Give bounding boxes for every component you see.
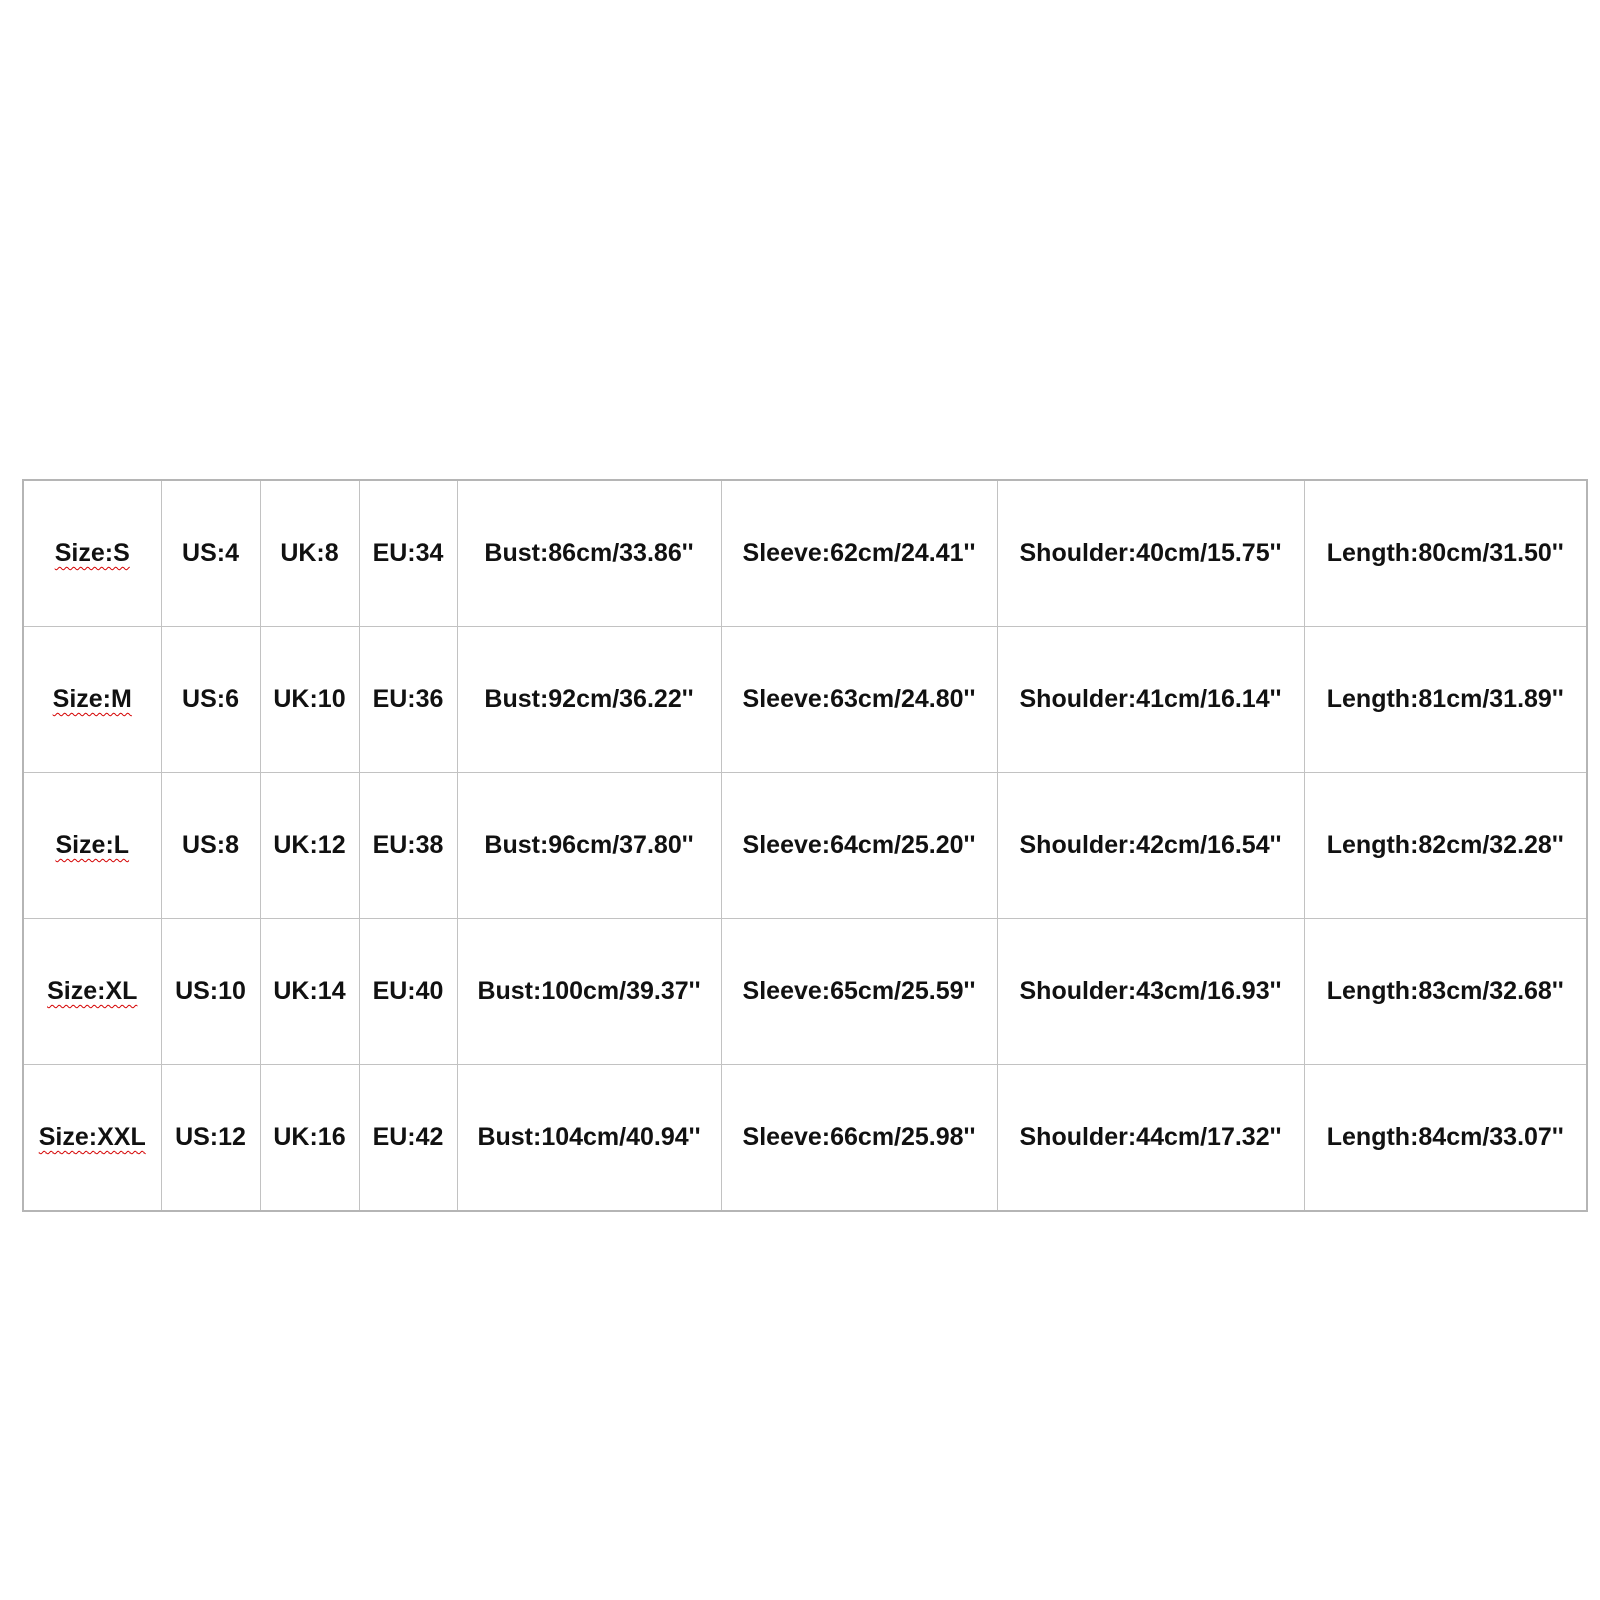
shoulder-cell: Shoulder:41cm/16.14'' bbox=[997, 627, 1304, 773]
size-cell bbox=[23, 627, 161, 773]
shoulder-cell: Shoulder:43cm/16.93'' bbox=[997, 919, 1304, 1065]
sleeve-cell: Sleeve:65cm/25.59'' bbox=[721, 919, 997, 1065]
eu-size-cell: EU:40 bbox=[359, 919, 457, 1065]
uk-size-cell: UK:12 bbox=[260, 773, 359, 919]
sleeve-cell: Sleeve:66cm/25.98'' bbox=[721, 1065, 997, 1212]
bust-cell: Bust:96cm/37.80'' bbox=[457, 773, 721, 919]
uk-size-cell: UK:8 bbox=[260, 480, 359, 627]
us-size-cell: US:4 bbox=[161, 480, 260, 627]
table-row bbox=[23, 480, 1587, 627]
eu-size-cell: EU:34 bbox=[359, 480, 457, 627]
table-row bbox=[23, 773, 1587, 919]
length-cell: Length:80cm/31.50'' bbox=[1304, 480, 1587, 627]
eu-size-cell: EU:42 bbox=[359, 1065, 457, 1212]
sleeve-cell: Sleeve:64cm/25.20'' bbox=[721, 773, 997, 919]
us-size-cell: US:10 bbox=[161, 919, 260, 1065]
size-chart-table bbox=[22, 479, 1588, 1212]
bust-cell: Bust:100cm/39.37'' bbox=[457, 919, 721, 1065]
table-row bbox=[23, 1065, 1587, 1212]
length-cell: Length:83cm/32.68'' bbox=[1304, 919, 1587, 1065]
us-size-cell: US:8 bbox=[161, 773, 260, 919]
size-cell bbox=[23, 919, 161, 1065]
bust-cell: Bust:104cm/40.94'' bbox=[457, 1065, 721, 1212]
uk-size-cell: UK:10 bbox=[260, 627, 359, 773]
bust-cell: Bust:92cm/36.22'' bbox=[457, 627, 721, 773]
size-label: Size:M bbox=[52, 685, 132, 713]
size-label: Size:XL bbox=[47, 977, 138, 1005]
us-size-cell: US:6 bbox=[161, 627, 260, 773]
table-row bbox=[23, 919, 1587, 1065]
shoulder-cell: Shoulder:40cm/15.75'' bbox=[997, 480, 1304, 627]
size-cell bbox=[23, 480, 161, 627]
sleeve-cell: Sleeve:62cm/24.41'' bbox=[721, 480, 997, 627]
size-cell bbox=[23, 773, 161, 919]
size-label: Size:S bbox=[54, 539, 130, 567]
size-label: Size:XXL bbox=[38, 1123, 146, 1151]
size-label: Size:L bbox=[55, 831, 130, 859]
uk-size-cell: UK:14 bbox=[260, 919, 359, 1065]
us-size-cell: US:12 bbox=[161, 1065, 260, 1212]
length-cell: Length:84cm/33.07'' bbox=[1304, 1065, 1587, 1212]
bust-cell: Bust:86cm/33.86'' bbox=[457, 480, 721, 627]
length-cell: Length:82cm/32.28'' bbox=[1304, 773, 1587, 919]
shoulder-cell: Shoulder:44cm/17.32'' bbox=[997, 1065, 1304, 1212]
eu-size-cell: EU:38 bbox=[359, 773, 457, 919]
length-cell: Length:81cm/31.89'' bbox=[1304, 627, 1587, 773]
shoulder-cell: Shoulder:42cm/16.54'' bbox=[997, 773, 1304, 919]
uk-size-cell: UK:16 bbox=[260, 1065, 359, 1212]
table-row bbox=[23, 627, 1587, 773]
sleeve-cell: Sleeve:63cm/24.80'' bbox=[721, 627, 997, 773]
size-cell bbox=[23, 1065, 161, 1212]
eu-size-cell: EU:36 bbox=[359, 627, 457, 773]
